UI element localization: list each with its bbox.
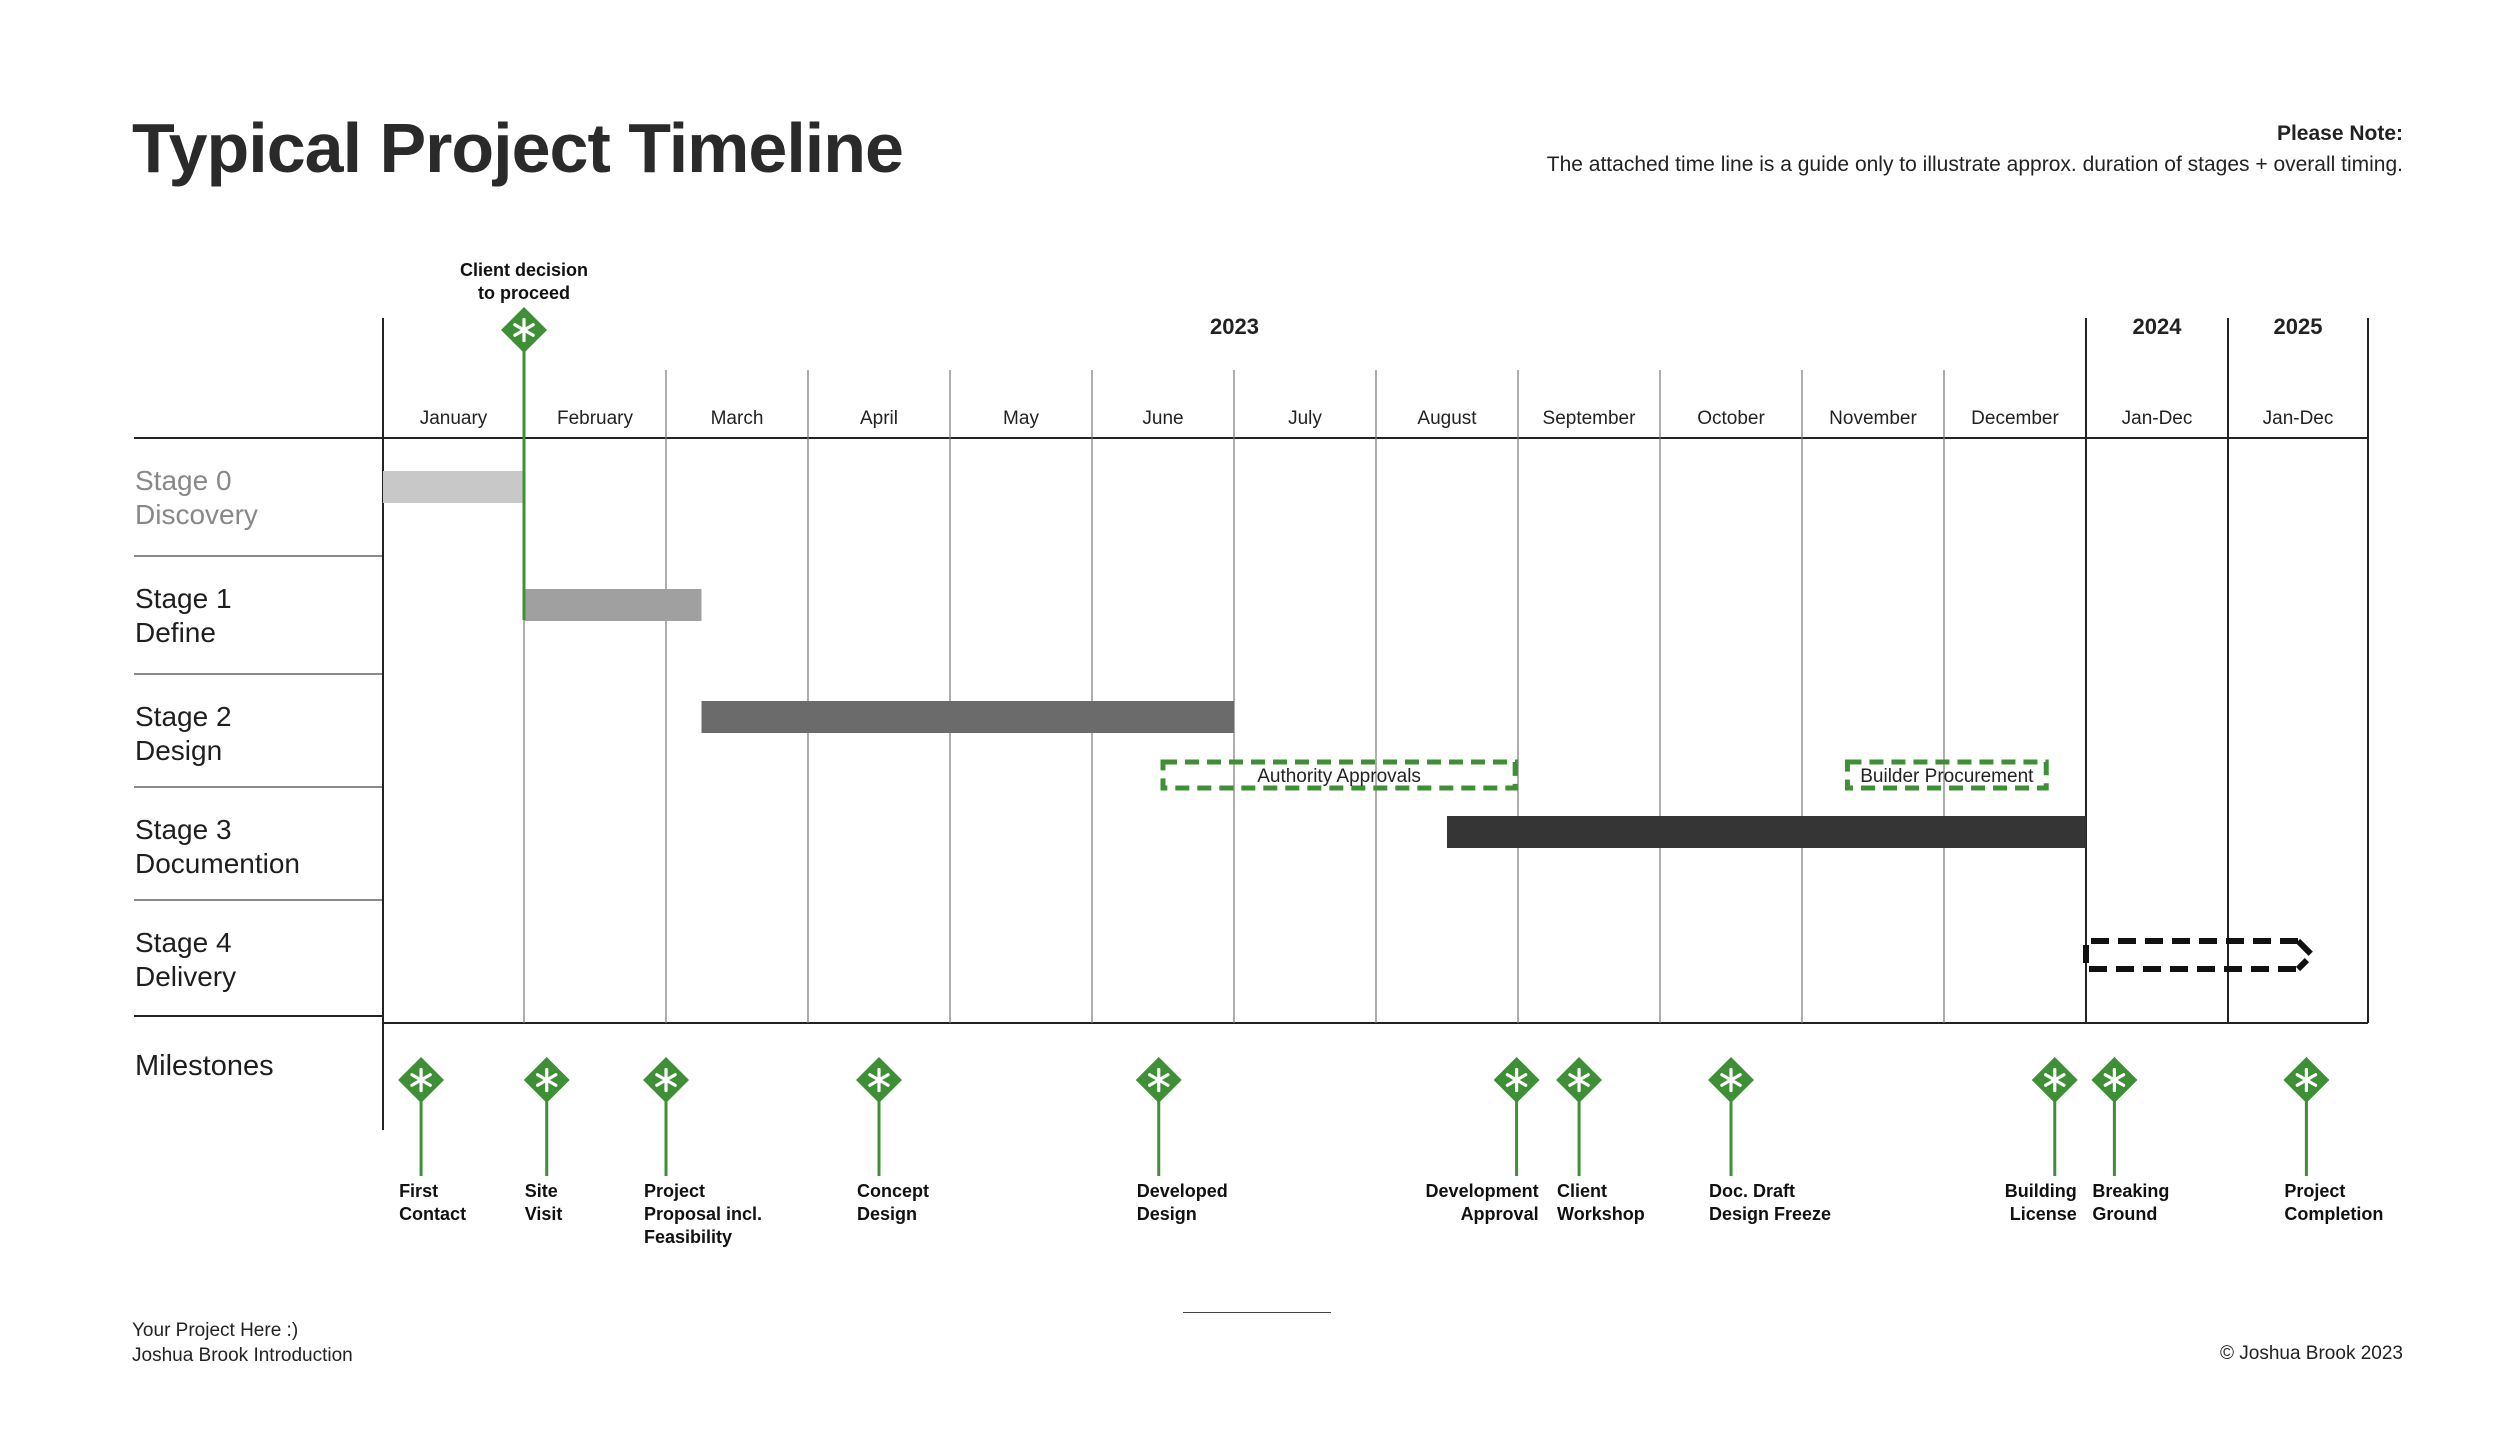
milestone-diamond-icon <box>1136 1057 1182 1103</box>
footer-copyright: © Joshua Brook 2023 <box>2219 1343 2403 1364</box>
month-label: April <box>859 408 899 429</box>
milestone-label: Approval <box>1460 1204 1539 1224</box>
month-label: December <box>1971 408 2059 429</box>
milestone-label: Doc. Draft <box>1709 1181 1796 1201</box>
stage-name-label: Delivery <box>135 961 237 992</box>
stage-number-label: Stage 4 <box>135 927 232 958</box>
milestone-label: Visit <box>524 1204 563 1224</box>
decision-diamond-icon <box>501 307 547 353</box>
month-label: October <box>1697 408 1765 429</box>
milestone-diamond-icon <box>856 1057 902 1103</box>
milestone-label: License <box>2009 1204 2077 1224</box>
milestone-label: Completion <box>2284 1204 2384 1224</box>
stage-bar <box>383 471 524 503</box>
month-label: March <box>710 408 764 429</box>
milestone-label: Breaking <box>2092 1181 2170 1201</box>
month-label: January <box>419 408 488 429</box>
stage-name-label: Discovery <box>135 499 258 530</box>
month-label: August <box>1417 408 1477 429</box>
stage-name-label: Documention <box>135 848 300 879</box>
milestone-label: Site <box>524 1181 558 1201</box>
milestone-diamond-icon <box>1708 1057 1754 1103</box>
milestone-label: Proposal incl. <box>644 1204 763 1224</box>
milestone-label: First <box>399 1181 439 1201</box>
milestone-label: Project <box>644 1181 706 1201</box>
delivery-dashed-arrow <box>2086 941 2312 969</box>
month-label: July <box>1288 408 1322 429</box>
stage-number-label: Stage 2 <box>135 701 232 732</box>
year-label: 2024 <box>2132 314 2182 339</box>
milestone-label: Feasibility <box>644 1227 733 1247</box>
dashed-phase-label: Authority Approvals <box>1257 766 1421 787</box>
month-label: February <box>556 408 634 429</box>
milestone-label: Design <box>857 1204 918 1224</box>
milestone-label: Design <box>1136 1204 1197 1224</box>
stage-bar <box>524 589 702 621</box>
stage-number-label: Stage 0 <box>135 465 232 496</box>
milestone-label: Design Freeze <box>1709 1204 1832 1224</box>
page-title: Typical Project Timeline <box>132 109 903 187</box>
stage-name-label: Define <box>135 617 216 648</box>
milestone-diamond-icon <box>398 1057 444 1103</box>
decision-label: to proceed <box>477 283 571 303</box>
milestone-diamond-icon <box>643 1057 689 1103</box>
footer-project-info <box>132 1318 353 1368</box>
milestone-label: Development <box>1425 1181 1539 1201</box>
month-label: Jan-Dec <box>2121 408 2193 429</box>
milestone-diamond-icon <box>2032 1057 2078 1103</box>
note-heading: Please Note: <box>2276 122 2403 145</box>
milestone-label: Contact <box>399 1204 467 1224</box>
milestone-diamond-icon <box>524 1057 570 1103</box>
year-label: 2025 <box>2273 314 2323 339</box>
year-label: 2023 <box>1210 314 1259 339</box>
milestone-label: Workshop <box>1557 1204 1645 1224</box>
milestone-diamond-icon <box>2091 1057 2137 1103</box>
milestone-label: Ground <box>2092 1204 2158 1224</box>
milestone-diamond-icon <box>1494 1057 1540 1103</box>
milestone-label: Developed <box>1136 1181 1228 1201</box>
footer-divider <box>1183 1312 1331 1313</box>
stage-bar <box>1447 816 2086 848</box>
note-text: The attached time line is a guide only to illustrate approx. duration of stages + overall timing. <box>1546 153 2403 176</box>
decision-label: Client decision <box>459 260 589 280</box>
milestone-label: Building <box>2004 1181 2077 1201</box>
month-label: May <box>1003 408 1039 429</box>
month-label: June <box>1142 408 1184 429</box>
milestone-diamond-icon <box>1556 1057 1602 1103</box>
milestone-label: Concept <box>857 1181 929 1201</box>
stage-number-label: Stage 1 <box>135 583 232 614</box>
month-label: Jan-Dec <box>2262 408 2334 429</box>
stage-name-label: Design <box>135 735 223 766</box>
stage-number-label: Stage 3 <box>135 814 232 845</box>
month-label: November <box>1829 408 1917 429</box>
dashed-phase-label: Builder Procurement <box>1860 766 2034 787</box>
milestone-label: Project <box>2284 1181 2346 1201</box>
milestones-label: Milestones <box>135 1050 274 1082</box>
footer-project: Your Project Here :) <box>132 1320 299 1341</box>
milestone-diamond-icon <box>2283 1057 2329 1103</box>
milestone-label: Client <box>1557 1181 1608 1201</box>
footer-subtitle: Joshua Brook Introduction <box>132 1345 353 1366</box>
stage-bar <box>702 701 1235 733</box>
month-label: September <box>1542 408 1636 429</box>
